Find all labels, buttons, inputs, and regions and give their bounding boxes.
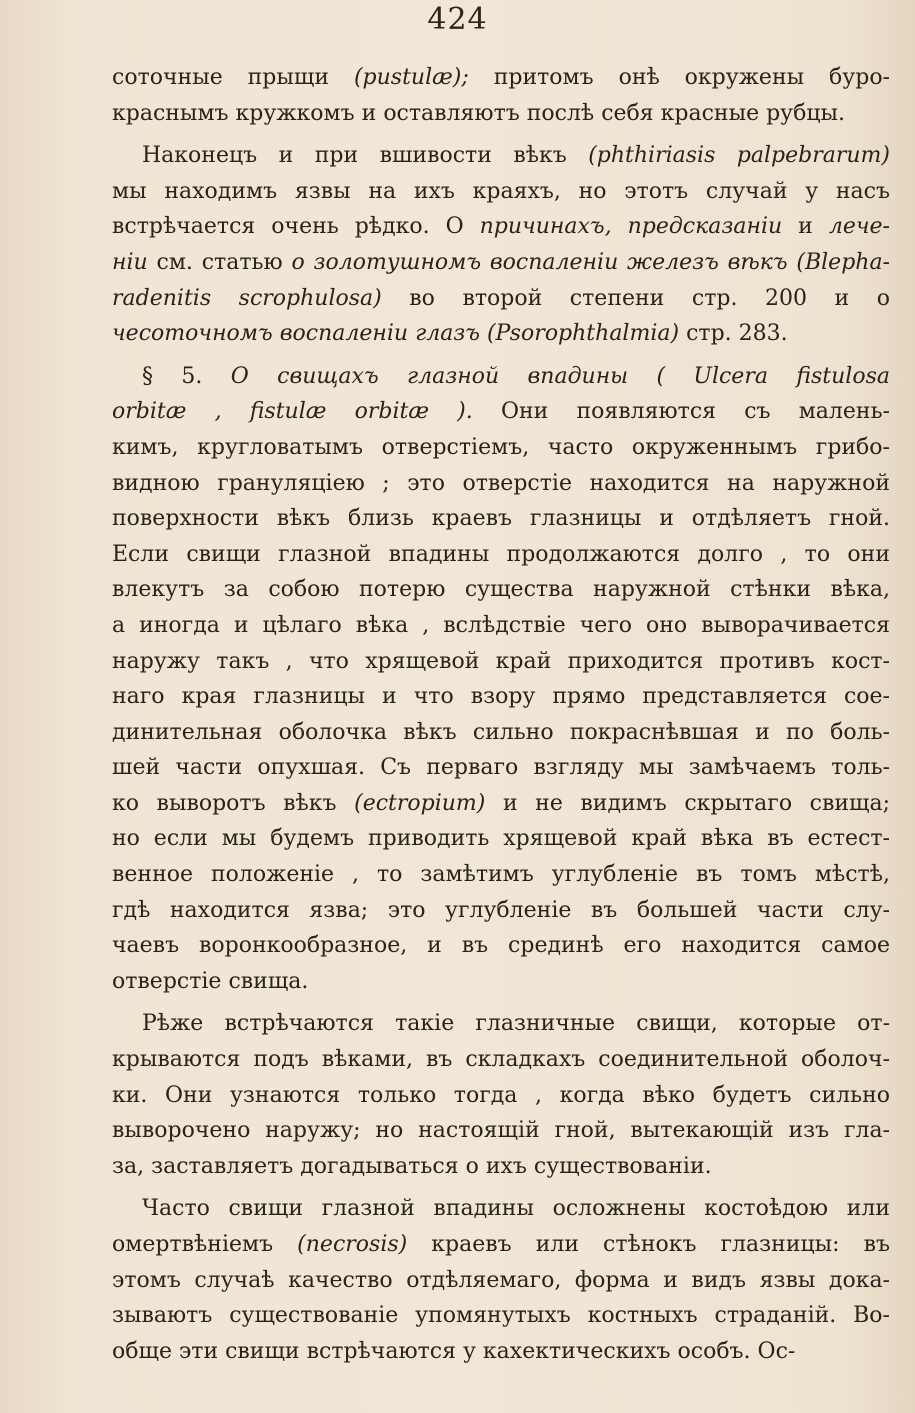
text-run: но если мы будемъ приводить хрящевой край вѣка въ естест- [112,826,890,852]
text-line [112,96,890,132]
text-run: Если свищи глазной впадины продолжаются долго , то они [112,541,890,567]
text-run: поверхности вѣкъ близь краевъ глазницы и отдѣляетъ гной. [112,506,890,532]
text-run: и [782,214,829,240]
italic-run: (pustulæ); [353,65,469,90]
text-run: кимъ, кругловатымъ отверстіемъ, часто окруженнымъ грибо- [112,434,890,460]
text-run: влекутъ за собою потерю существа наружной стѣнки вѣка, [112,577,890,603]
text-run: притомъ онѣ окружены буро- [468,65,890,90]
text-line [112,138,890,174]
text-line [112,1149,890,1185]
text-line [112,715,890,751]
text-line [112,821,890,857]
text-run: видною грануляціею ; это отверстіе находится на наружной [112,470,890,496]
text-run: Рѣже встрѣчаются такіе глазничные свищи, которые от- [142,1011,890,1037]
text-line [112,501,890,537]
text-run: крываются подъ вѣками, въ складкахъ соединительной оболоч- [112,1047,890,1073]
italic-run: orbitæ , fistulæ orbitæ ). [112,399,473,425]
text-run: ко выворотъ вѣкъ [112,790,355,816]
page-number: 424 [427,2,488,37]
text-run: гдѣ находится язва; это углубленіе въ большей части слу- [112,897,890,923]
italic-run: (phthiriasis palpebrarum) [588,143,890,169]
italic-run: о золотушномъ воспаленіи железъ вѣкъ (Blepha- [291,249,890,275]
italic-run: (necrosis) [297,1232,408,1257]
paragraph [112,359,890,1000]
text-line [112,1227,890,1263]
text-line [112,857,890,893]
text-run: зываютъ существованіе упомянутыхъ костныхъ страданій. Во- [112,1303,890,1329]
text-line [112,964,890,1000]
italic-run: чесоточномъ воспаленіи глазъ (Psorophthalmia) [112,321,680,347]
text-run: омертвѣніемъ [112,1232,298,1257]
paragraph-gap [112,999,890,1006]
text-line [112,572,890,608]
text-line [112,1191,890,1227]
italic-run: radenitis scrophulosa) [112,285,382,311]
text-run: шей части опухшая. Съ перваго взгляду мы замѣчаемъ толь- [112,755,890,781]
paragraph-gap [112,131,890,138]
text-run: за, заставляетъ догадываться о ихъ существованіи. [112,1153,712,1179]
italic-run: ніи [112,249,148,275]
text-run: обще эти свищи встрѣчаются у кахектическихъ особъ. Ос- [112,1338,796,1364]
text-run: наружу такъ , что хрящевой край приходится противъ кост- [112,648,890,674]
text-line [112,679,890,715]
text-line [112,537,890,573]
text-run: Они появляются съ малень- [472,399,890,425]
text-run: и не видимъ скрытаго свища; [485,790,890,816]
text-line [112,644,890,680]
text-run: § 5. [142,363,231,389]
text-run: мы находимъ язвы на ихъ краяхъ, но этотъ случай у насъ [112,178,890,204]
text-run: Часто свищи глазной впадины осложнены костоѣдою или [142,1196,890,1222]
text-line [112,209,890,245]
text-run: соточные прыщи [112,65,354,90]
text-line [112,1042,890,1078]
italic-run: причинахъ, предсказаніи [479,214,783,240]
text-run: краснымъ кружкомъ и оставляютъ послѣ себя красные рубцы. [112,100,846,126]
text-line [112,466,890,502]
text-line [112,281,890,317]
text-run: см. статью [147,249,292,275]
paragraph-gap [112,352,890,359]
text-line [112,1263,890,1299]
text-run: динительная оболочка вѣкъ сильно покраснѣвшая и по боль- [112,719,890,745]
text-line [112,394,890,430]
text-run: а иногда и цѣлаго вѣка , вслѣдствіе чего оно выворачивается [112,612,890,638]
text-run: отверстіе свища. [112,968,309,994]
text-line [112,174,890,210]
text-run: во второй степени стр. 200 и о [381,285,890,311]
paragraph [112,60,890,131]
text-line [112,430,890,466]
text-line [112,1334,890,1370]
text-run: стр. 283. [679,321,788,347]
text-line [112,786,890,822]
text-line [112,928,890,964]
text-line [112,1078,890,1114]
paragraph [112,138,890,352]
body-text [112,60,890,1369]
text-line [112,893,890,929]
paragraph [112,1191,890,1369]
paragraph [112,1006,890,1184]
text-line [112,245,890,281]
text-line [112,60,890,96]
text-run: чаевъ воронкообразное, и въ срединѣ его находится самое [112,933,890,959]
text-line [112,316,890,352]
text-line [112,1113,890,1149]
text-line [112,608,890,644]
text-run: Наконецъ и при вшивости вѣкъ [142,143,589,169]
text-line [112,359,890,395]
text-line [112,1298,890,1334]
text-line [112,1006,890,1042]
text-run: ки. Они узнаются только тогда , когда вѣко будетъ сильно [112,1082,890,1108]
italic-run: О свищахъ глазной впадины ( Ulcera fistulosa [230,363,890,389]
italic-run: лече- [828,214,890,240]
text-run: встрѣчается очень рѣдко. О [112,214,480,240]
text-run: краевъ или стѣнокъ глазницы: въ [407,1232,890,1257]
italic-run: (ectropium) [354,790,486,816]
text-run: выворочено наружу; но настоящій гной, вытекающій изъ гла- [112,1118,890,1144]
text-line [112,750,890,786]
text-run: наго края глазницы и что взору прямо представляется сое- [112,684,890,710]
text-run: этомъ случаѣ качество отдѣляемаго, форма и видъ язвы дока- [112,1267,890,1293]
paragraph-gap [112,1184,890,1191]
text-run: венное положеніе , то замѣтимъ углубленіе въ томъ мѣстѣ, [112,862,890,888]
